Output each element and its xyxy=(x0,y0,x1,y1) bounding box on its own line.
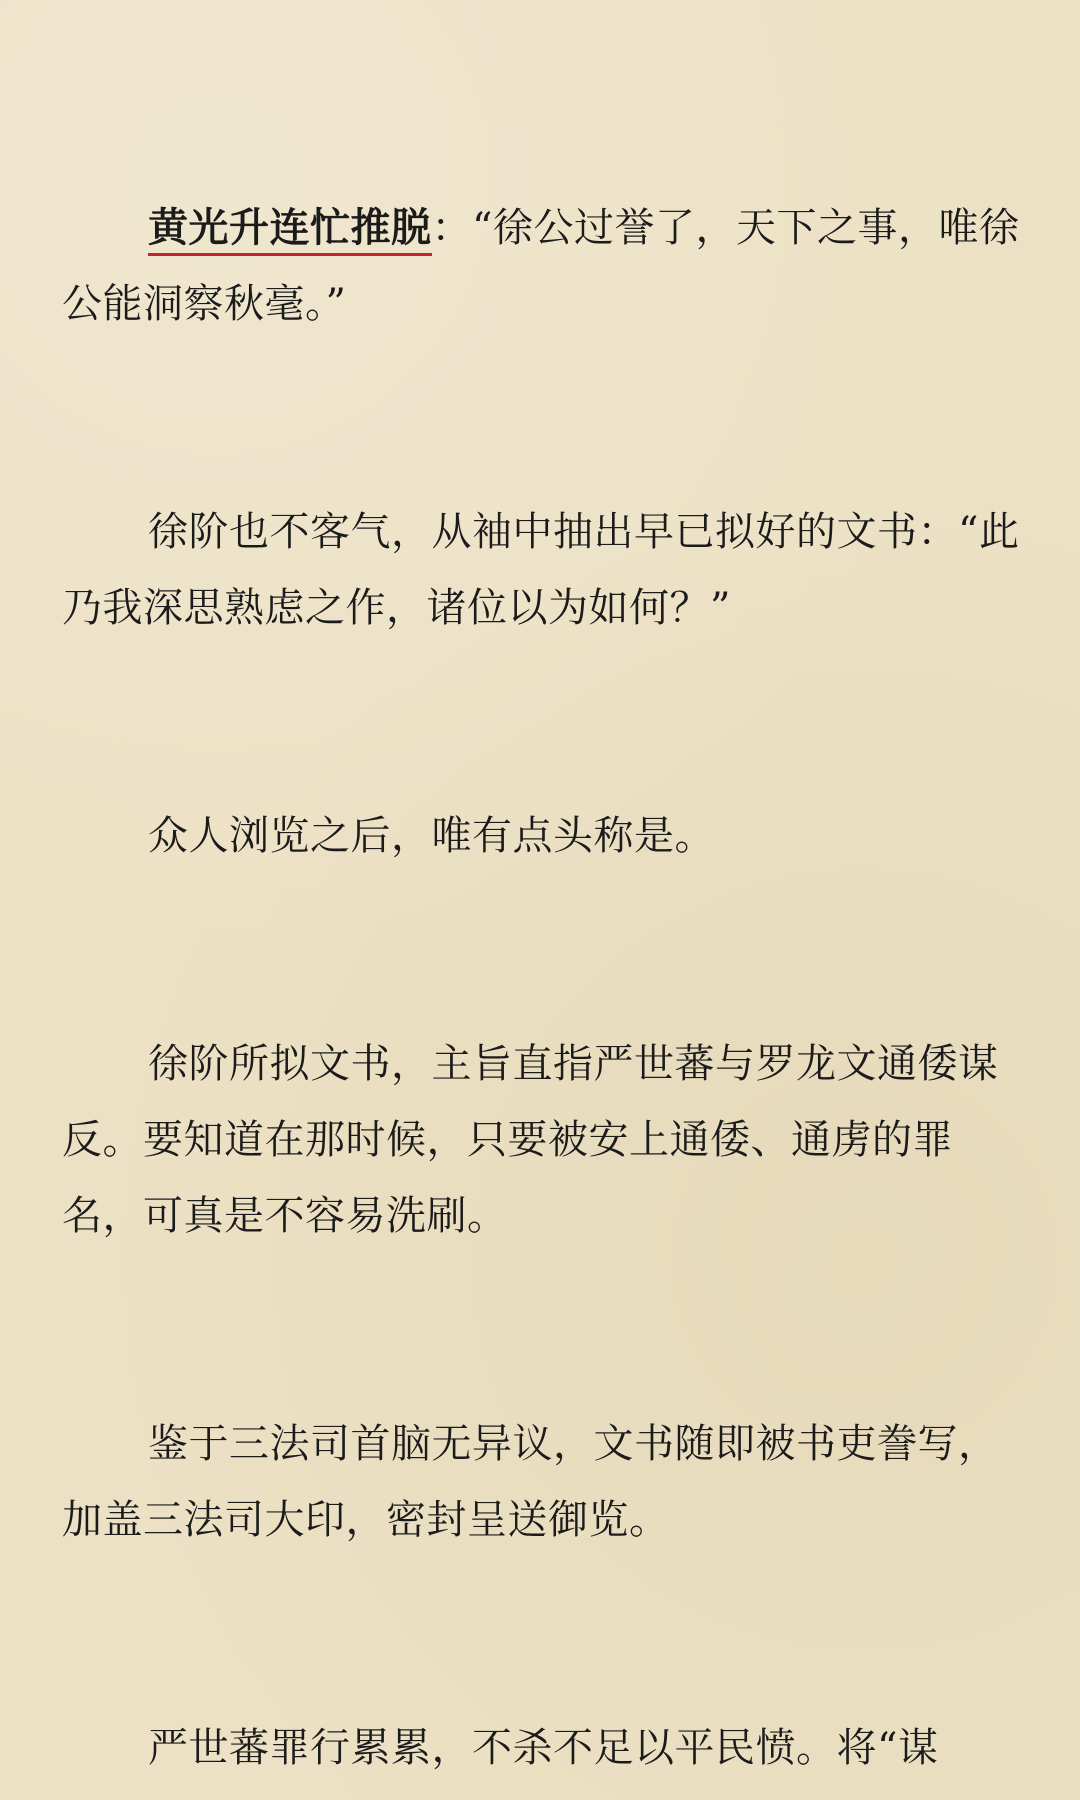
paragraph-3: 众人浏览之后，唯有点头称是。 xyxy=(148,813,715,859)
article-body xyxy=(62,190,1024,1786)
paragraph-1-text: ：“徐公过誉了，天下之事，唯徐公能洞察秋毫。” xyxy=(62,205,1020,327)
highlighted-speaker: 黄光升连忙推脱 xyxy=(148,204,432,256)
paragraph-4: 徐阶所拟文书，主旨直指严世蕃与罗龙文通倭谋反。要知道在那时候，只要被安上通倭、通虏的罪名，可真是不容易洗刷。 xyxy=(62,1041,999,1239)
paragraph-2: 徐阶也不客气，从袖中抽出早已拟好的文书：“此乃我深思熟虑之作，诸位以为如何？” xyxy=(62,509,1020,631)
paragraph-6: 严世蕃罪行累累，不杀不足以平民愤。将“谋 xyxy=(148,1725,939,1771)
paragraph-1 xyxy=(62,190,1024,342)
paragraph-5: 鉴于三法司首脑无异议，文书随即被书吏誊写，加盖三法司大印，密封呈送御览。 xyxy=(62,1421,999,1543)
